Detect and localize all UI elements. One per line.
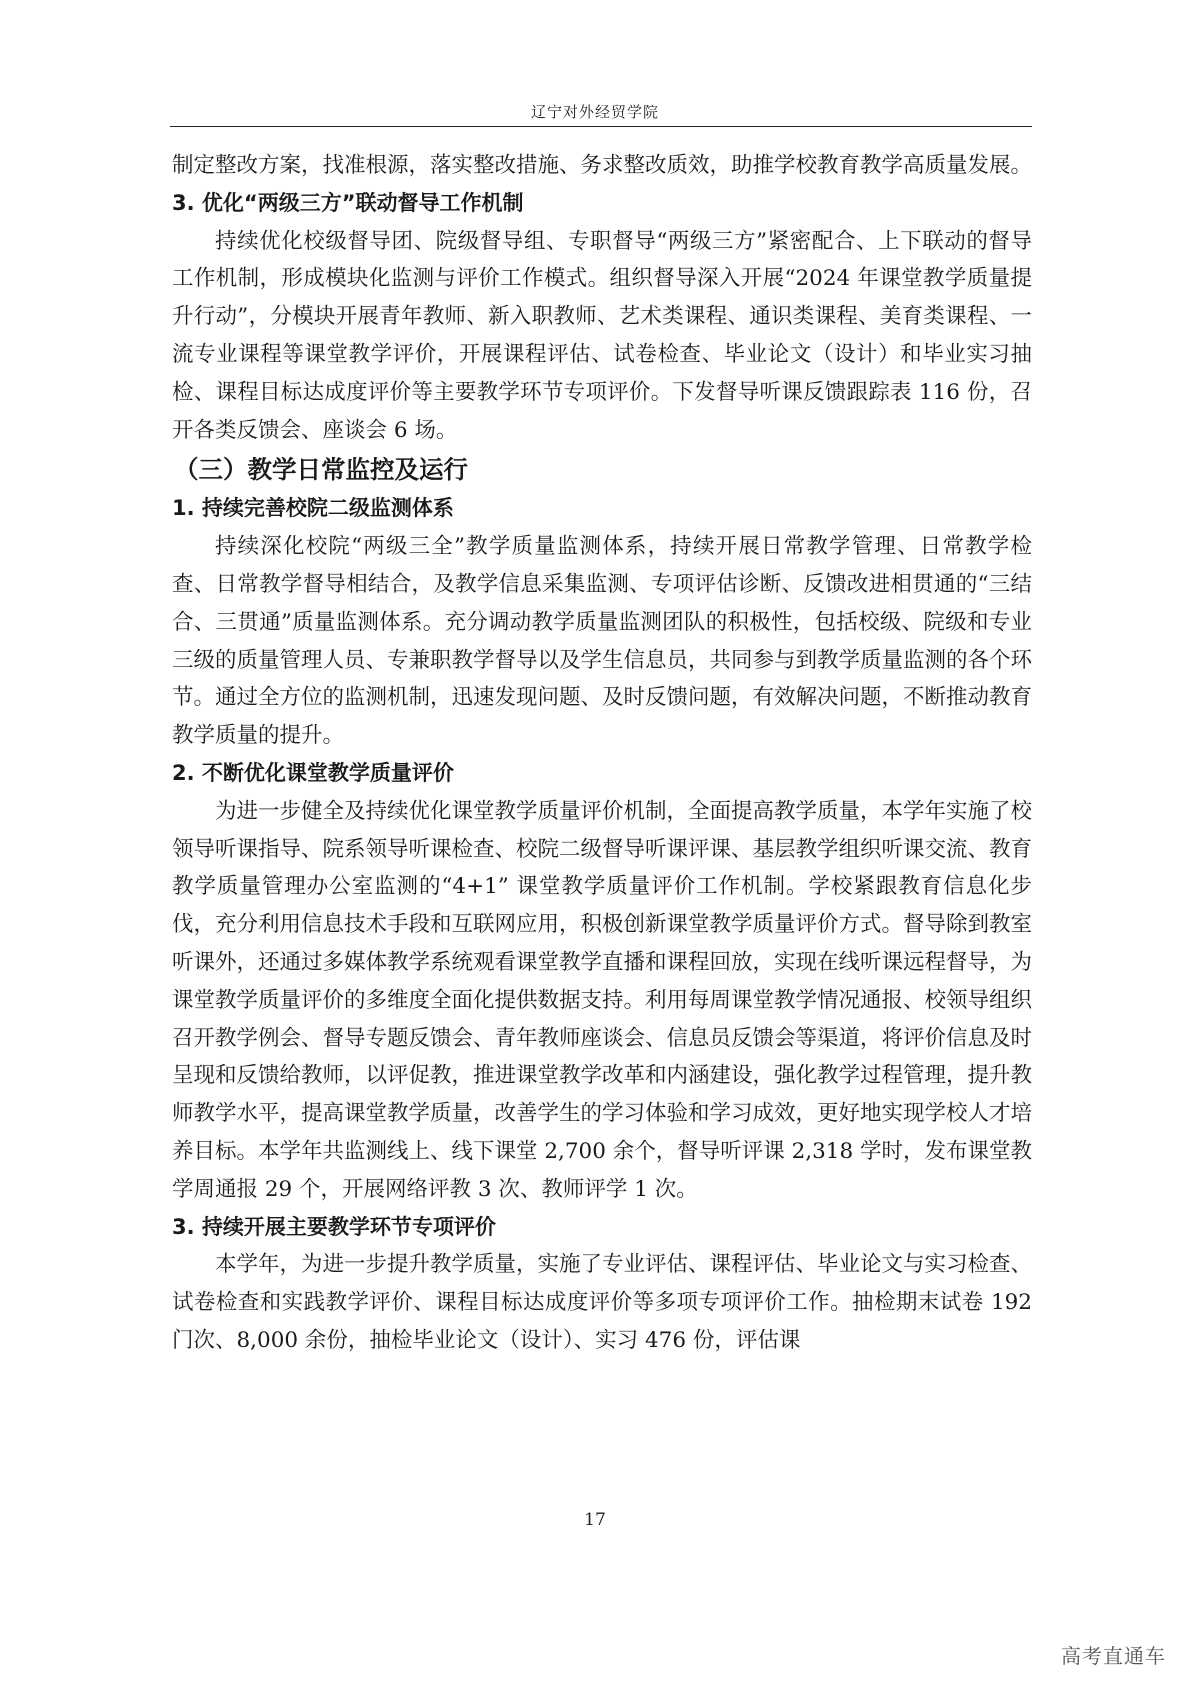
paragraph-monitoring-system: 持续深化校院“两级三全”教学质量监测体系，持续开展日常教学管理、日常教学检查、日常教学督导相结合，及教学信息采集监测、专项评估诊断、反馈改进相贯通的“三结合、三贯通”质量监测体系。充分调动教学质量监测团队的积极性，包括校级、院级和专业三级的质量管理人员、专兼职教学督导以及学生信息员，共同参与到教学质量监测的各个环节。通过全方位的监测机制，迅速发现问题、及时反馈问题，有效解决问题，不断推动教育教学质量的提升。 [172,534,1033,749]
page-number: 17 [584,1510,606,1530]
heading-special-evaluation: 3. 持续开展主要教学环节专项评价 [172,1214,496,1239]
paragraph-continuation: 制定整改方案，找准根源，落实整改措施、务求整改质效，助推学校教育教学高质量发展。 [172,153,1033,178]
heading-classroom-evaluation: 2. 不断优化课堂教学质量评价 [172,760,454,785]
watermark-text: 高考直通车 [1061,1644,1166,1668]
heading-monitoring-system: 1. 持续完善校院二级监测体系 [172,496,454,521]
paragraph-special-evaluation: 本学年，为进一步提升教学质量，实施了专业评估、课程评估、毕业论文与实习检查、试卷检查和实践教学评价、课程目标达成度评价等多项专项评价工作。抽检期末试卷 192 门次、8,000 余份，抽检毕业论文（设计）、实习 476 份，评估课 [172,1252,1033,1353]
section-heading-daily-monitoring: （三）教学日常监控及运行 [174,455,468,485]
document-header-title: 辽宁对外经贸学院 [530,103,659,121]
heading-optimize-mechanism: 3. 优化“两级三方”联动督导工作机制 [172,190,524,215]
paragraph-optimize-mechanism: 持续优化校级督导团、院级督导组、专职督导“两级三方”紧密配合、上下联动的督导工作机制，形成模块化监测与评价工作模式。组织督导深入开展“2024 年课堂教学质量提升行动”，分模块开展青年教师、新入职教师、艺术类课程、通识类课程、美育类课程、一流专业课程等课堂教学评价，开展课程评估、试卷检查、毕业论文（设计）和毕业实习抽检、课程目标达成度评价等主要教学环节专项评价。下发督导听课反馈跟踪表 116 份，召开各类反馈会、座谈会 6 场。 [172,228,1032,443]
header-divider [170,126,1032,127]
page-body [172,147,1032,1360]
paragraph-classroom-evaluation: 为进一步健全及持续优化课堂教学质量评价机制，全面提高教学质量，本学年实施了校领导听课指导、院系领导听课检查、校院二级督导听课评课、基层教学组织听课交流、教育教学质量管理办公室监测的“4+1” 课堂教学质量评价工作机制。学校紧跟教育信息化步伐，充分利用信息技术手段和互联网应用，积极创新课堂教学质量评价方式。督导除到教室听课外，还通过多媒体教学系统观看课堂教学直播和课程回放，实现在线听课远程督导，为课堂教学质量评价的多维度全面化提供数据支持。利用每周课堂教学情况通报、校领导组织召开教学例会、督导专题反馈会、青年教师座谈会、信息员反馈会等渠道，将评价信息及时呈现和反馈给教师，以评促教，推进课堂教学改革和内涵建设，强化教学过程管理，提升教师教学水平，提高课堂教学质量，改善学生的学习体验和学习成效，更好地实现学校人才培养目标。本学年共监测线上、线下课堂 2,700 余个，督导听评课 2,318 学时，发布课堂教学周通报 29 个，开展网络评教 3 次、教师评学 1 次。 [172,798,1033,1202]
